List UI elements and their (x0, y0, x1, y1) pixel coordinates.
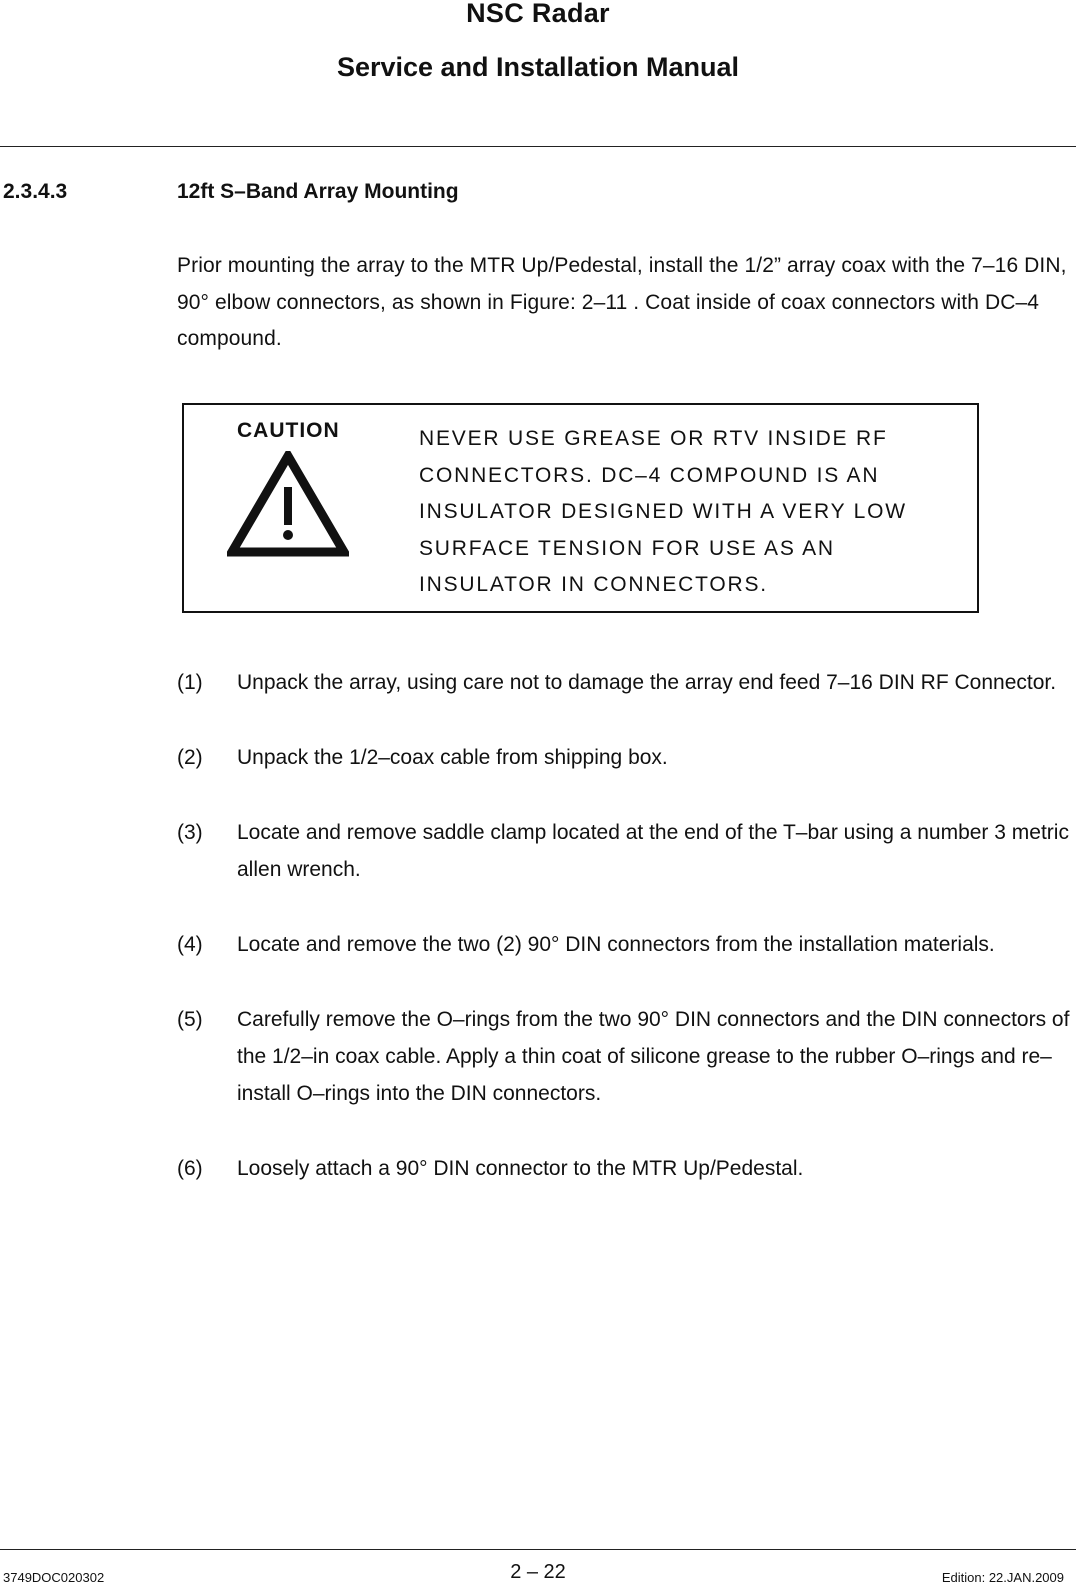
header-divider (0, 146, 1076, 147)
step-number: (2) (177, 746, 203, 769)
step-item (177, 664, 1072, 701)
caution-label: CAUTION (237, 419, 340, 442)
document-subtitle: Service and Installation Manual (336, 52, 740, 82)
step-item (177, 739, 1072, 776)
section-number: 2.3.4.3 (3, 180, 68, 203)
step-number: (6) (177, 1157, 203, 1180)
step-number: (5) (177, 1008, 203, 1031)
step-number: (1) (177, 671, 203, 694)
warning-triangle-icon (227, 451, 349, 557)
procedure-steps (177, 664, 1072, 1225)
edition-date: Edition: 22.JAN.2009 (941, 1570, 1064, 1585)
page-number: 2 – 22 (510, 1561, 566, 1583)
step-text: Unpack the 1/2–coax cable from shipping box. (237, 746, 668, 769)
step-text: Locate and remove the two (2) 90° DIN connectors from the installation materials. (237, 933, 995, 956)
intro-paragraph: Prior mounting the array to the MTR Up/Pedestal, install the 1/2” array coax with the 7–16 DIN, 90° elbow connectors, as shown in Figure: 2–11 . Coat inside of coax connectors with DC–4 compound. (177, 254, 1067, 350)
step-text: Loosely attach a 90° DIN connector to the MTR Up/Pedestal. (237, 1157, 804, 1180)
step-item (177, 926, 1072, 963)
step-item (177, 1001, 1072, 1112)
document-title: NSC Radar (466, 0, 610, 28)
step-text: Unpack the array, using care not to damage the array end feed 7–16 DIN RF Connector. (237, 671, 1057, 694)
footer-divider (0, 1549, 1076, 1550)
section-title: 12ft S–Band Array Mounting (177, 180, 459, 203)
step-text: Carefully remove the O–rings from the two 90° DIN connectors and the DIN connectors of the 1/2–in coax cable. Apply a thin coat of silicone grease to the rubber O–rings and re–install O–rings into the DIN connectors. (237, 1008, 1070, 1105)
step-number: (4) (177, 933, 203, 956)
step-item (177, 1150, 1072, 1187)
caution-text: NEVER USE GREASE OR RTV INSIDE RF CONNECTORS. DC–4 COMPOUND IS AN INSULATOR DESIGNED WITH A VERY LOW SURFACE TENSION FOR USE AS AN INSULATOR IN CONNECTORS. (419, 427, 907, 596)
step-text: Locate and remove saddle clamp located at the end of the T–bar using a number 3 metric allen wrench. (237, 821, 1069, 881)
caution-box (182, 403, 979, 613)
document-id: 3749DOC020302 (3, 1570, 105, 1585)
step-item (177, 814, 1072, 888)
step-number: (3) (177, 821, 203, 844)
